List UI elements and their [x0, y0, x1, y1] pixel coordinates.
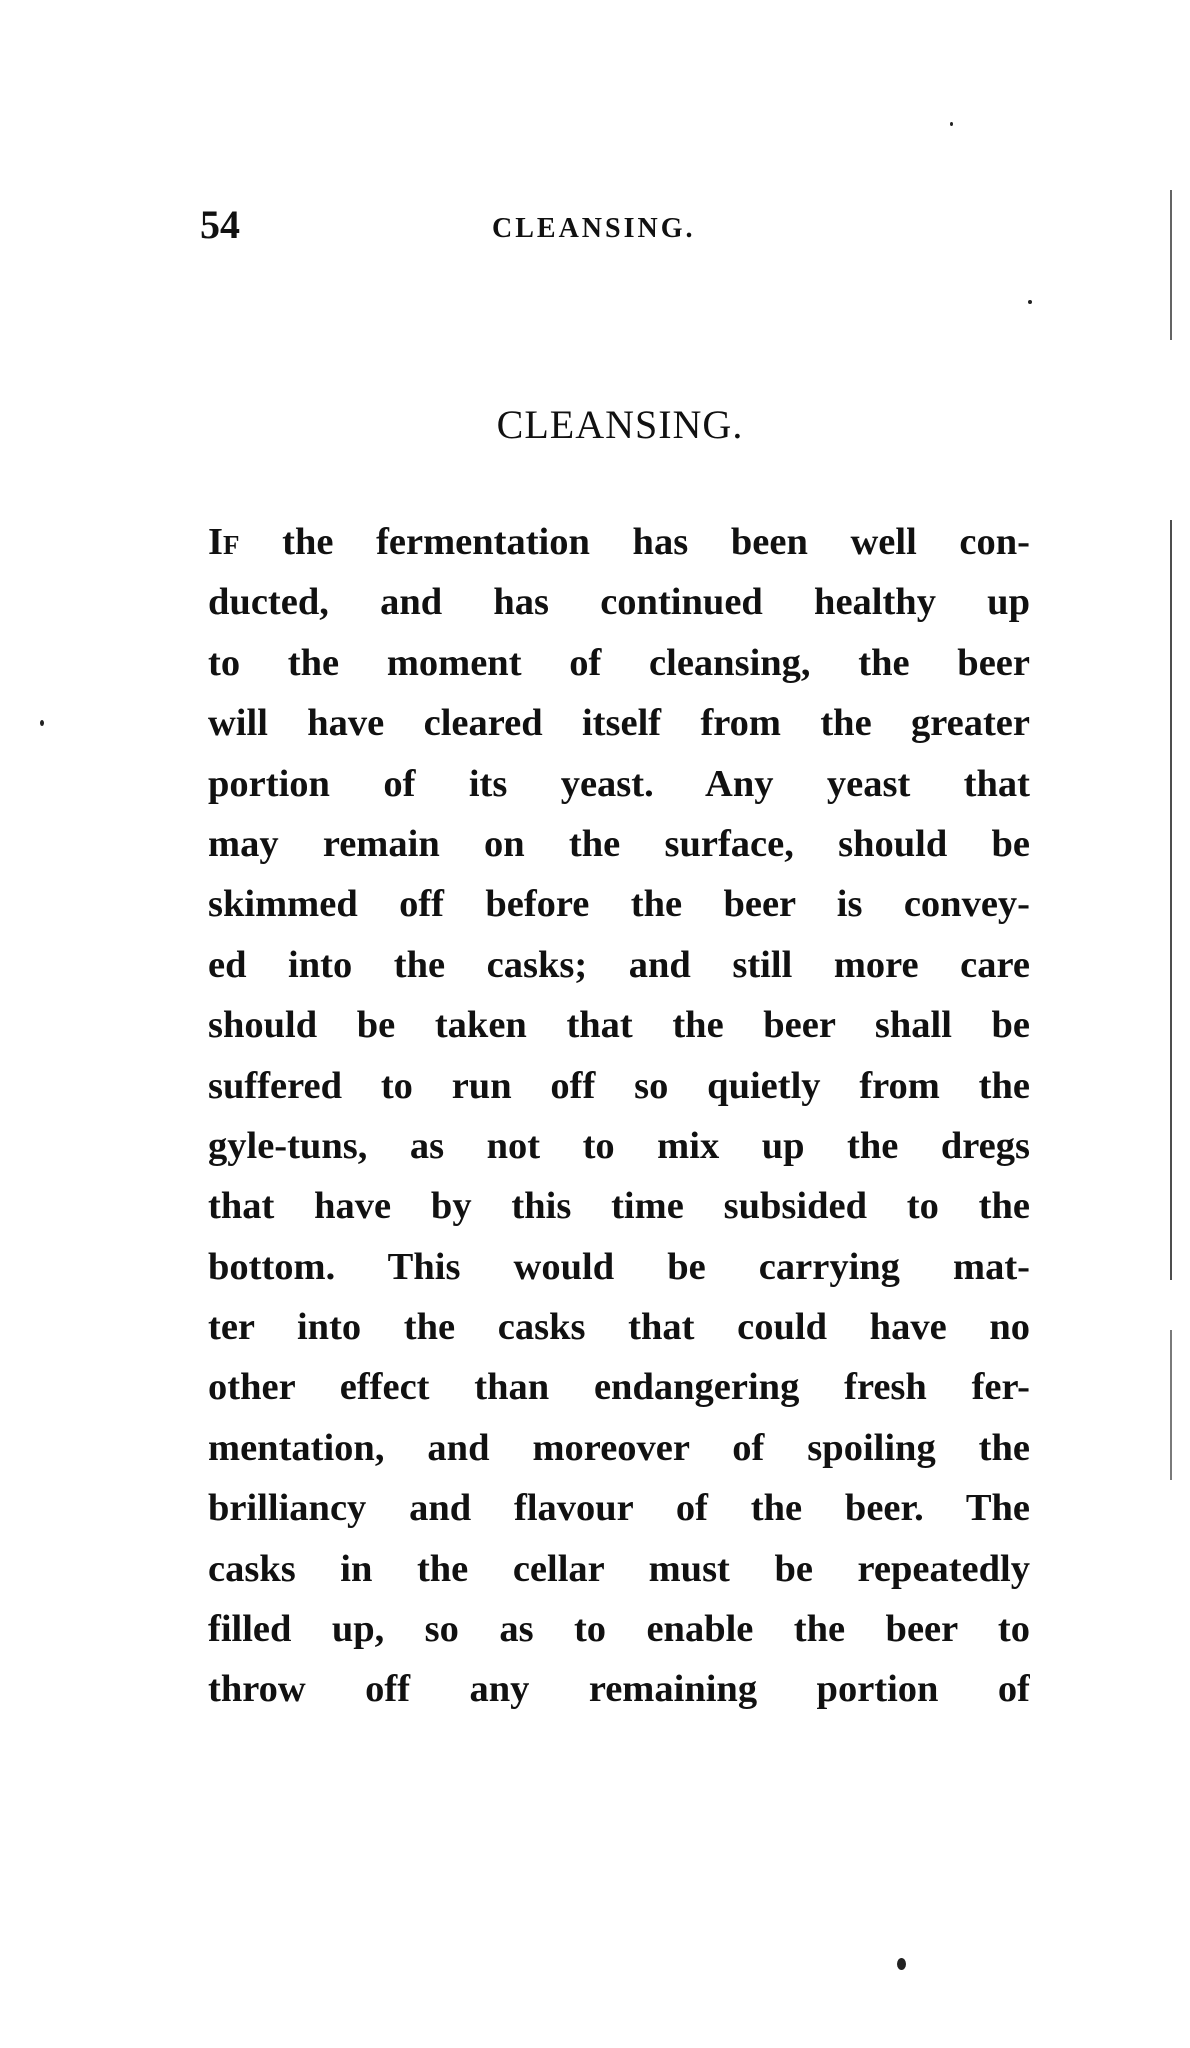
- text-line: suffered to run off so quietly from the: [208, 1064, 1030, 1107]
- text-line: bottom. This would be carrying mat-: [208, 1245, 1030, 1288]
- text-line: may remain on the surface, should be: [208, 822, 1030, 865]
- initial-word: If: [208, 521, 240, 563]
- text-line: gyle-tuns, as not to mix up the dregs: [208, 1124, 1030, 1167]
- text-line: to the moment of cleansing, the beer: [208, 641, 1030, 684]
- page-number: 54: [200, 202, 240, 247]
- running-head: [200, 200, 1030, 250]
- scan-margin-rule: [1170, 520, 1172, 1280]
- text-line: will have cleared itself from the greater: [208, 702, 1030, 745]
- text-line: ter into the casks that could have no: [208, 1306, 1030, 1349]
- running-title: CLEANSING.: [492, 213, 696, 244]
- text-line: ed into the casks; and still more care: [208, 943, 1030, 986]
- text-line: ducted, and has continued healthy up: [208, 581, 1030, 624]
- text-line: portion of its yeast. Any yeast that: [208, 762, 1030, 805]
- text-line: throw off any remaining portion of: [208, 1668, 1030, 1711]
- text-line: should be taken that the beer shall be: [208, 1004, 1030, 1047]
- text-line: [208, 512, 1030, 572]
- text-line: brilliancy and flavour of the beer. The: [208, 1487, 1030, 1530]
- text-line: that have by this time subsided to the: [208, 1185, 1030, 1228]
- text-line: casks in the cellar must be repeatedly: [208, 1547, 1030, 1590]
- scan-speck: [40, 720, 44, 726]
- scan-speck: [1028, 300, 1032, 304]
- text-line-content: the fermentation has been well con-: [239, 521, 1030, 563]
- scan-speck: [950, 122, 953, 126]
- text-line: mentation, and moreover of spoiling the: [208, 1426, 1030, 1469]
- text-line: other effect than endangering fresh fer-: [208, 1366, 1030, 1409]
- scan-speck: [897, 1958, 906, 1970]
- scan-margin-rule: [1170, 190, 1172, 340]
- text-line: filled up, so as to enable the beer to: [208, 1608, 1030, 1651]
- chapter-title: CLEANSING.: [496, 402, 744, 447]
- scan-margin-rule: [1170, 1330, 1172, 1480]
- text-line: skimmed off before the beer is convey-: [208, 883, 1030, 926]
- body-text: [208, 512, 1030, 1720]
